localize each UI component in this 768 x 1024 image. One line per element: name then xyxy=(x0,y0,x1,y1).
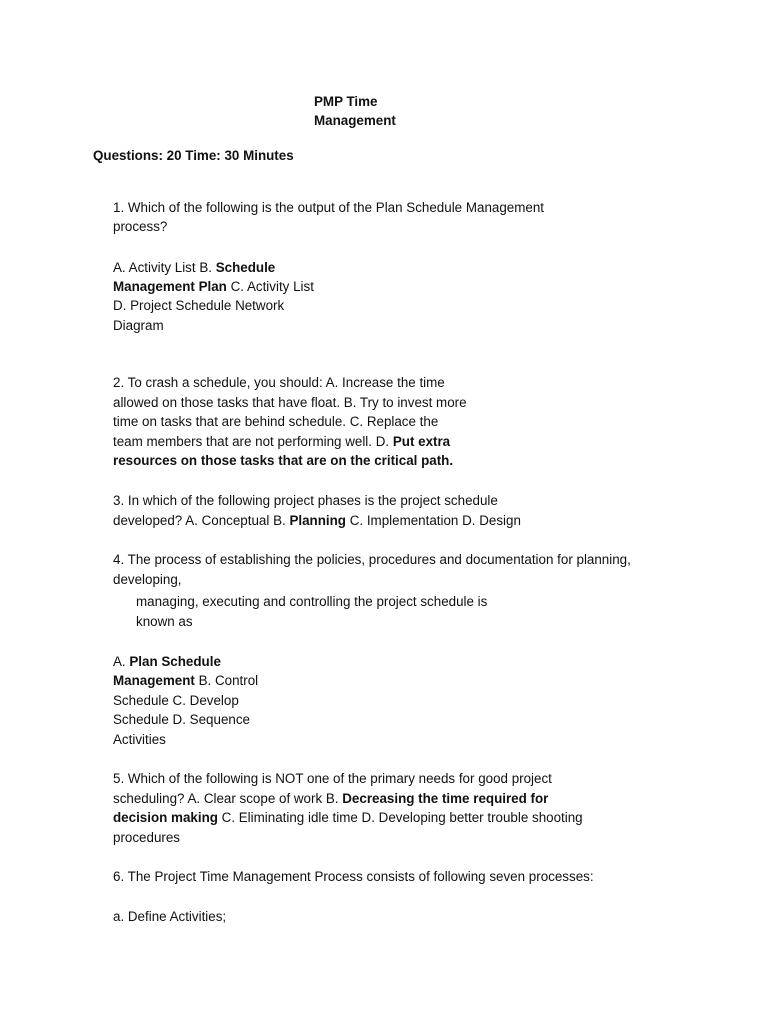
question-1-answers xyxy=(113,258,275,277)
question-4-text: managing, executing and controlling the project schedule is xyxy=(136,594,488,609)
document-title-line-1: PMP Time xyxy=(314,94,378,109)
question-6-text: 6. The Project Time Management Process consists of following seven processes: xyxy=(113,869,594,884)
exam-info: Questions: 20 Time: 30 Minutes xyxy=(93,148,294,163)
answer-text: A. Activity List B. xyxy=(113,260,216,275)
question-4-answers: Activities xyxy=(113,732,166,747)
question-5-text xyxy=(113,789,548,808)
question-6-item: a. Define Activities; xyxy=(113,909,227,924)
correct-answer: Schedule xyxy=(215,260,276,275)
correct-answer: Planning xyxy=(289,513,346,528)
answer-text: developed? A. Conceptual B. xyxy=(113,513,290,528)
answer-text: A. xyxy=(113,654,130,669)
answer-text: scheduling? A. Clear scope of work B. xyxy=(113,791,343,806)
question-2-text xyxy=(113,432,450,451)
correct-answer: Decreasing the time required for xyxy=(342,791,549,806)
question-4-answers: Schedule D. Sequence xyxy=(113,712,250,727)
correct-answer: decision making xyxy=(113,810,218,825)
question-4-text: developing, xyxy=(113,572,182,587)
question-4-text: known as xyxy=(136,614,193,629)
question-4-answers xyxy=(113,652,221,671)
question-1-text: 1. Which of the following is the output of the Plan Schedule Management xyxy=(113,200,544,215)
correct-answer: Plan Schedule xyxy=(129,654,221,669)
answer-text: C. Activity List xyxy=(226,279,314,294)
document-title-line-2: Management xyxy=(314,113,396,128)
question-2-text: allowed on those tasks that have float. B. Try to invest more xyxy=(113,395,467,410)
question-5-text xyxy=(113,808,583,827)
question-1-answers: Diagram xyxy=(113,318,164,333)
correct-answer: Management xyxy=(113,673,195,688)
question-1-answers xyxy=(113,277,314,296)
correct-answer: Management Plan xyxy=(113,279,227,294)
question-3-text xyxy=(113,511,521,530)
answer-text: C. Implementation D. Design xyxy=(346,513,521,528)
answer-text: C. Eliminating idle time D. Developing better trouble shooting xyxy=(217,810,583,825)
correct-answer: resources on those tasks that are on the critical path. xyxy=(113,453,454,468)
answer-text: team members that are not performing well. D. xyxy=(113,434,393,449)
question-4-answers: Schedule C. Develop xyxy=(113,693,239,708)
question-2-text: time on tasks that are behind schedule. C. Replace the xyxy=(113,414,439,429)
correct-answer: Put extra xyxy=(392,434,451,449)
question-3-text: 3. In which of the following project phases is the project schedule xyxy=(113,493,498,508)
question-5-text: procedures xyxy=(113,830,180,845)
question-1-text: process? xyxy=(113,219,168,234)
question-2-text: 2. To crash a schedule, you should: A. Increase the time xyxy=(113,375,445,390)
question-4-text: 4. The process of establishing the policies, procedures and documentation for planning, xyxy=(113,552,631,567)
answer-text: B. Control xyxy=(194,673,259,688)
question-1-answers: D. Project Schedule Network xyxy=(113,298,285,313)
question-5-text: 5. Which of the following is NOT one of the primary needs for good project xyxy=(113,771,552,786)
question-4-answers xyxy=(113,671,258,690)
